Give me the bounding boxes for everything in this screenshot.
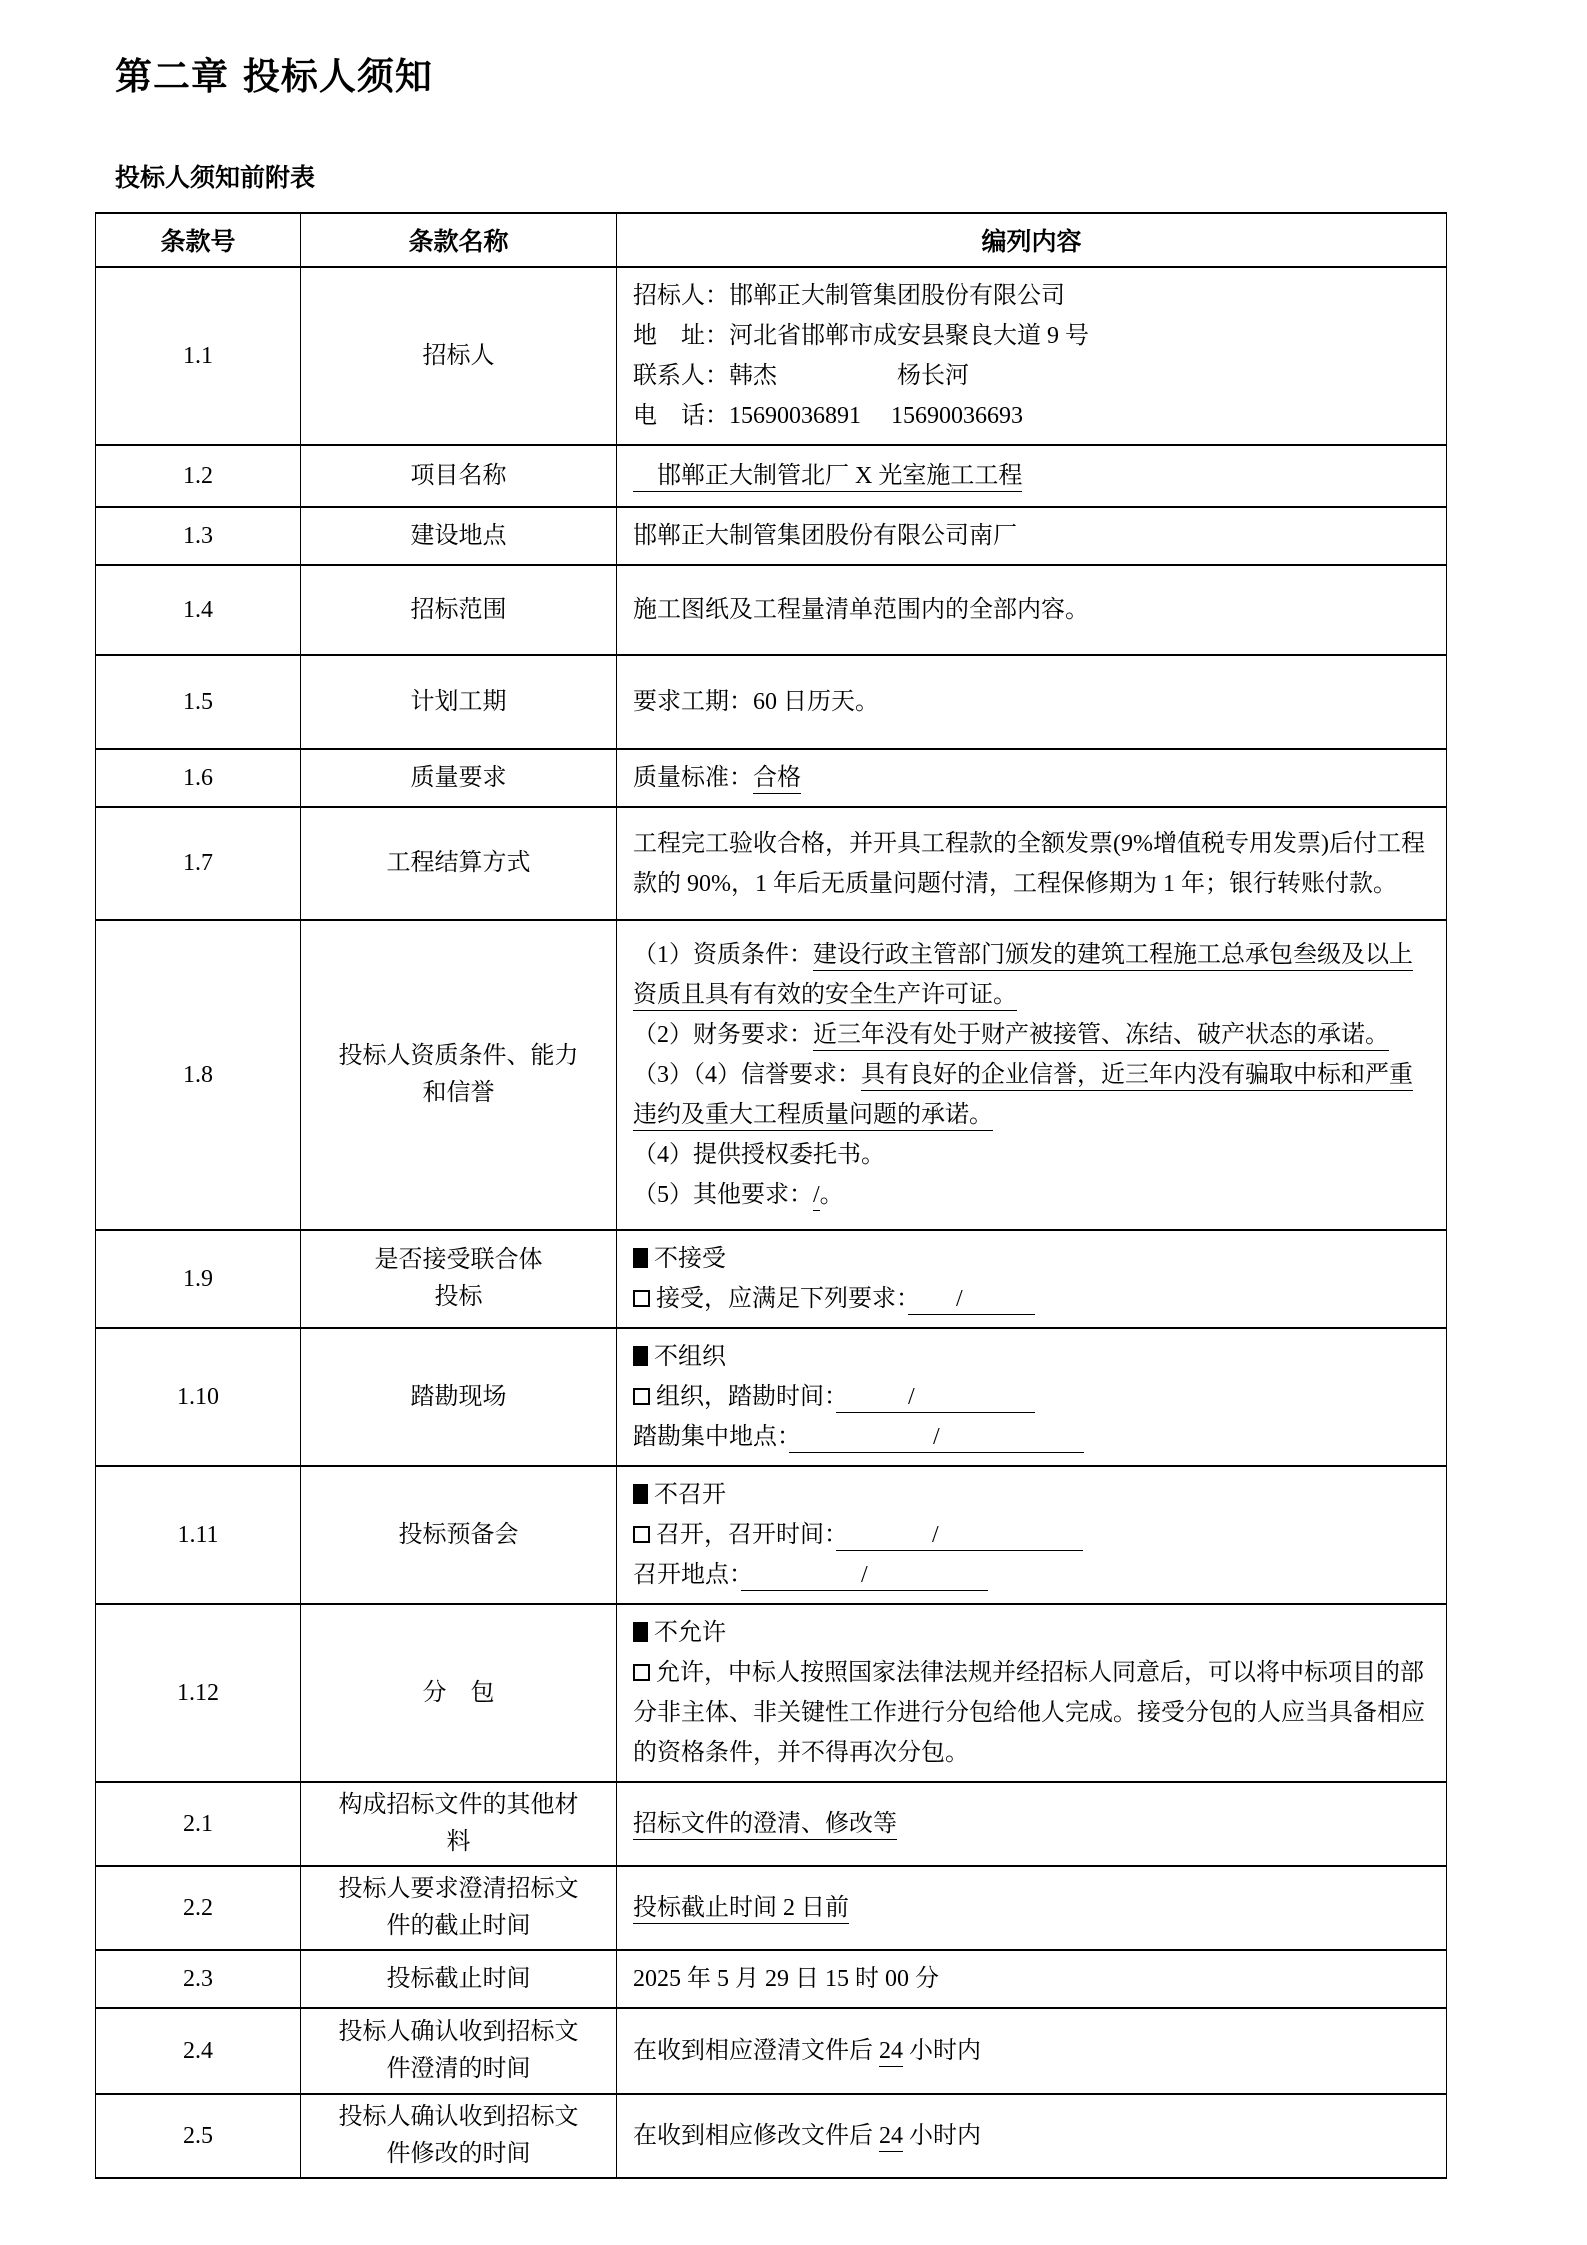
text-segment: 小时内 xyxy=(903,2123,981,2149)
text-segment: 。 xyxy=(819,1182,844,1208)
text-segment: 邯郸正大制管集团股份有限公司南厂 xyxy=(633,523,1017,549)
clause-no: 1.11 xyxy=(96,1466,301,1604)
table-row xyxy=(96,1466,1447,1604)
content-line xyxy=(633,1055,1432,1135)
clause-content xyxy=(617,1604,1447,1782)
text-segment: 召开地点： xyxy=(633,1562,741,1588)
underlined-text: / xyxy=(908,1286,1035,1315)
clause-no: 1.5 xyxy=(96,655,301,749)
clause-no: 1.10 xyxy=(96,1328,301,1466)
table-row xyxy=(96,1328,1447,1466)
table-row xyxy=(96,807,1447,920)
content-line xyxy=(633,682,1432,722)
underlined-text: 24 xyxy=(879,2038,903,2067)
underlined-text: 邯郸正大制管北厂 X 光室施工工程 xyxy=(633,463,1022,492)
clause-content xyxy=(617,920,1447,1230)
clause-name: 投标人确认收到招标文 件澄清的时间 xyxy=(301,2008,617,2094)
underlined-text: 近三年没有处于财产被接管、冻结、破产状态的承诺。 xyxy=(813,1022,1389,1051)
underlined-text: 招标文件的澄清、修改等 xyxy=(633,1811,897,1840)
content-line xyxy=(633,1515,1432,1555)
table-row xyxy=(96,2008,1447,2094)
underlined-text: 24 xyxy=(879,2123,903,2152)
text-segment: （3）（4）信誉要求： xyxy=(633,1062,861,1088)
clause-content xyxy=(617,1230,1447,1328)
text-segment: 在收到相应澄清文件后 xyxy=(633,2038,879,2064)
checkbox-unchecked-icon xyxy=(633,1388,650,1405)
clause-no: 2.2 xyxy=(96,1866,301,1950)
clause-name: 质量要求 xyxy=(301,749,617,807)
table-row xyxy=(96,1604,1447,1782)
content-line xyxy=(633,1475,1432,1515)
content-line xyxy=(633,456,1432,496)
text-segment: 2025 年 5 月 29 日 15 时 00 分 xyxy=(633,1966,939,1992)
checkbox-checked-icon xyxy=(633,1346,648,1366)
underlined-text: 投标截止时间 2 日前 xyxy=(633,1895,849,1924)
table-row xyxy=(96,1950,1447,2008)
clause-no: 1.2 xyxy=(96,445,301,507)
text-segment: 召开，召开时间： xyxy=(656,1522,836,1548)
clause-content xyxy=(617,1866,1447,1950)
clause-content xyxy=(617,1328,1447,1466)
content-line xyxy=(633,1279,1432,1319)
clause-name: 项目名称 xyxy=(301,445,617,507)
text-segment: 小时内 xyxy=(903,2038,981,2064)
text-segment: 联系人：韩杰 杨长河 xyxy=(633,363,969,389)
clause-no: 1.6 xyxy=(96,749,301,807)
content-line xyxy=(633,1377,1432,1417)
content-line xyxy=(633,590,1432,630)
clause-no: 1.1 xyxy=(96,267,301,445)
col-header-clause-no: 条款号 xyxy=(96,213,301,267)
checkbox-checked-icon xyxy=(633,1622,648,1642)
table-row xyxy=(96,565,1447,655)
checkbox-checked-icon xyxy=(633,1484,648,1504)
clause-content xyxy=(617,267,1447,445)
table-row xyxy=(96,445,1447,507)
content-line xyxy=(633,824,1432,904)
clause-content xyxy=(617,2008,1447,2094)
clause-content xyxy=(617,2094,1447,2178)
clause-content xyxy=(617,565,1447,655)
clause-no: 1.3 xyxy=(96,507,301,565)
clause-name: 踏勘现场 xyxy=(301,1328,617,1466)
clause-content xyxy=(617,445,1447,507)
table-row xyxy=(96,507,1447,565)
clause-no: 1.9 xyxy=(96,1230,301,1328)
checkbox-unchecked-icon xyxy=(633,1664,650,1681)
underlined-text: / xyxy=(836,1384,1035,1413)
text-segment: 组织，踏勘时间： xyxy=(656,1384,836,1410)
clause-content xyxy=(617,1466,1447,1604)
checkbox-unchecked-icon xyxy=(633,1526,650,1543)
content-line xyxy=(633,276,1432,316)
content-line xyxy=(633,758,1432,798)
text-segment: （2）财务要求： xyxy=(633,1022,813,1048)
clause-no: 1.4 xyxy=(96,565,301,655)
text-segment: 施工图纸及工程量清单范围内的全部内容。 xyxy=(633,597,1089,623)
table-row xyxy=(96,655,1447,749)
clause-name: 是否接受联合体 投标 xyxy=(301,1230,617,1328)
table-header-row xyxy=(96,213,1447,267)
table-row xyxy=(96,267,1447,445)
content-line xyxy=(633,1337,1432,1377)
clause-name: 建设地点 xyxy=(301,507,617,565)
content-line xyxy=(633,1135,1432,1175)
bidder-instructions-table xyxy=(95,212,1447,2179)
underlined-text: / xyxy=(813,1182,820,1211)
col-header-content: 编列内容 xyxy=(617,213,1447,267)
text-segment: 不组织 xyxy=(654,1344,726,1370)
text-segment: 工程完工验收合格，并开具工程款的全额发票(9%增值税专用发票)后付工程款的 90%，1 年后无质量问题付清，工程保修期为 1 年；银行转账付款。 xyxy=(633,830,1425,897)
text-segment: 在收到相应修改文件后 xyxy=(633,2123,879,2149)
clause-content xyxy=(617,655,1447,749)
clause-content xyxy=(617,507,1447,565)
clause-content xyxy=(617,807,1447,920)
text-segment: 质量标准： xyxy=(633,765,753,791)
content-line xyxy=(633,516,1432,556)
rules-table-body xyxy=(96,267,1447,2178)
clause-no: 1.7 xyxy=(96,807,301,920)
table-caption: 投标人须知前附表 xyxy=(115,163,316,192)
content-line xyxy=(633,1959,1432,1999)
text-segment: （4）提供授权委托书。 xyxy=(633,1142,885,1168)
text-segment: 接受，应满足下列要求： xyxy=(656,1286,908,1312)
clause-no: 2.1 xyxy=(96,1782,301,1866)
clause-name: 构成招标文件的其他材 料 xyxy=(301,1782,617,1866)
content-line xyxy=(633,2116,1432,2156)
text-segment: 电 话：15690036891 15690036693 xyxy=(633,403,1023,429)
clause-content xyxy=(617,749,1447,807)
table-row xyxy=(96,749,1447,807)
text-segment: 踏勘集中地点： xyxy=(633,1424,789,1450)
content-line xyxy=(633,1888,1432,1928)
clause-name: 投标人要求澄清招标文 件的截止时间 xyxy=(301,1866,617,1950)
clause-no: 2.5 xyxy=(96,2094,301,2178)
chapter-title: 第二章 投标人须知 xyxy=(115,55,433,98)
underlined-text: 合格 xyxy=(753,765,801,794)
underlined-text: 具有良好的企业信誉，近三年内没有骗取中标和严重违约及重大工程质量问题的承诺。 xyxy=(633,1062,1413,1131)
clause-no: 1.8 xyxy=(96,920,301,1230)
text-segment: 要求工期：60 日历天。 xyxy=(633,689,879,715)
table-row xyxy=(96,1782,1447,1866)
text-segment: 地 址：河北省邯郸市成安县聚良大道 9 号 xyxy=(633,323,1089,349)
col-header-clause-name: 条款名称 xyxy=(301,213,617,267)
checkbox-unchecked-icon xyxy=(633,1290,650,1307)
content-line xyxy=(633,1555,1432,1595)
text-segment: （5）其他要求： xyxy=(633,1182,813,1208)
text-segment: 不允许 xyxy=(654,1620,726,1646)
content-line xyxy=(633,1613,1432,1653)
clause-name: 投标人资质条件、能力 和信誉 xyxy=(301,920,617,1230)
content-line xyxy=(633,1239,1432,1279)
content-line xyxy=(633,316,1432,356)
table-row xyxy=(96,1230,1447,1328)
text-segment: 允许，中标人按照国家法律法规并经招标人同意后，可以将中标项目的部分非主体、非关键性工作进行分包给他人完成。接受分包的人应当具备相应的资格条件，并不得再次分包。 xyxy=(633,1660,1425,1766)
text-segment: 不接受 xyxy=(654,1246,726,1272)
clause-no: 2.3 xyxy=(96,1950,301,2008)
clause-name: 投标截止时间 xyxy=(301,1950,617,2008)
clause-name: 工程结算方式 xyxy=(301,807,617,920)
clause-name: 投标预备会 xyxy=(301,1466,617,1604)
underlined-text: 建设行政主管部门颁发的建筑工程施工总承包叁级及以上资质且具有有效的安全生产许可证。 xyxy=(633,942,1413,1011)
content-line xyxy=(633,1653,1432,1773)
text-segment: 招标人：邯郸正大制管集团股份有限公司 xyxy=(633,283,1065,309)
clause-name: 计划工期 xyxy=(301,655,617,749)
content-line xyxy=(633,1417,1432,1457)
clause-name: 招标人 xyxy=(301,267,617,445)
clause-content xyxy=(617,1950,1447,2008)
text-segment: 不召开 xyxy=(654,1482,726,1508)
text-segment: （1）资质条件： xyxy=(633,942,813,968)
content-line xyxy=(633,356,1432,396)
underlined-text: / xyxy=(836,1522,1083,1551)
clause-content xyxy=(617,1782,1447,1866)
clause-name: 分 包 xyxy=(301,1604,617,1782)
content-line xyxy=(633,1175,1432,1215)
clause-no: 2.4 xyxy=(96,2008,301,2094)
content-line xyxy=(633,2031,1432,2071)
content-line xyxy=(633,935,1432,1015)
clause-name: 招标范围 xyxy=(301,565,617,655)
table-row xyxy=(96,1866,1447,1950)
table-row xyxy=(96,920,1447,1230)
content-line xyxy=(633,1015,1432,1055)
checkbox-checked-icon xyxy=(633,1248,648,1268)
clause-no: 1.12 xyxy=(96,1604,301,1782)
clause-name: 投标人确认收到招标文 件修改的时间 xyxy=(301,2094,617,2178)
content-line xyxy=(633,1804,1432,1844)
underlined-text: / xyxy=(741,1562,988,1591)
underlined-text: / xyxy=(789,1424,1084,1453)
table-row xyxy=(96,2094,1447,2178)
content-line xyxy=(633,396,1432,436)
